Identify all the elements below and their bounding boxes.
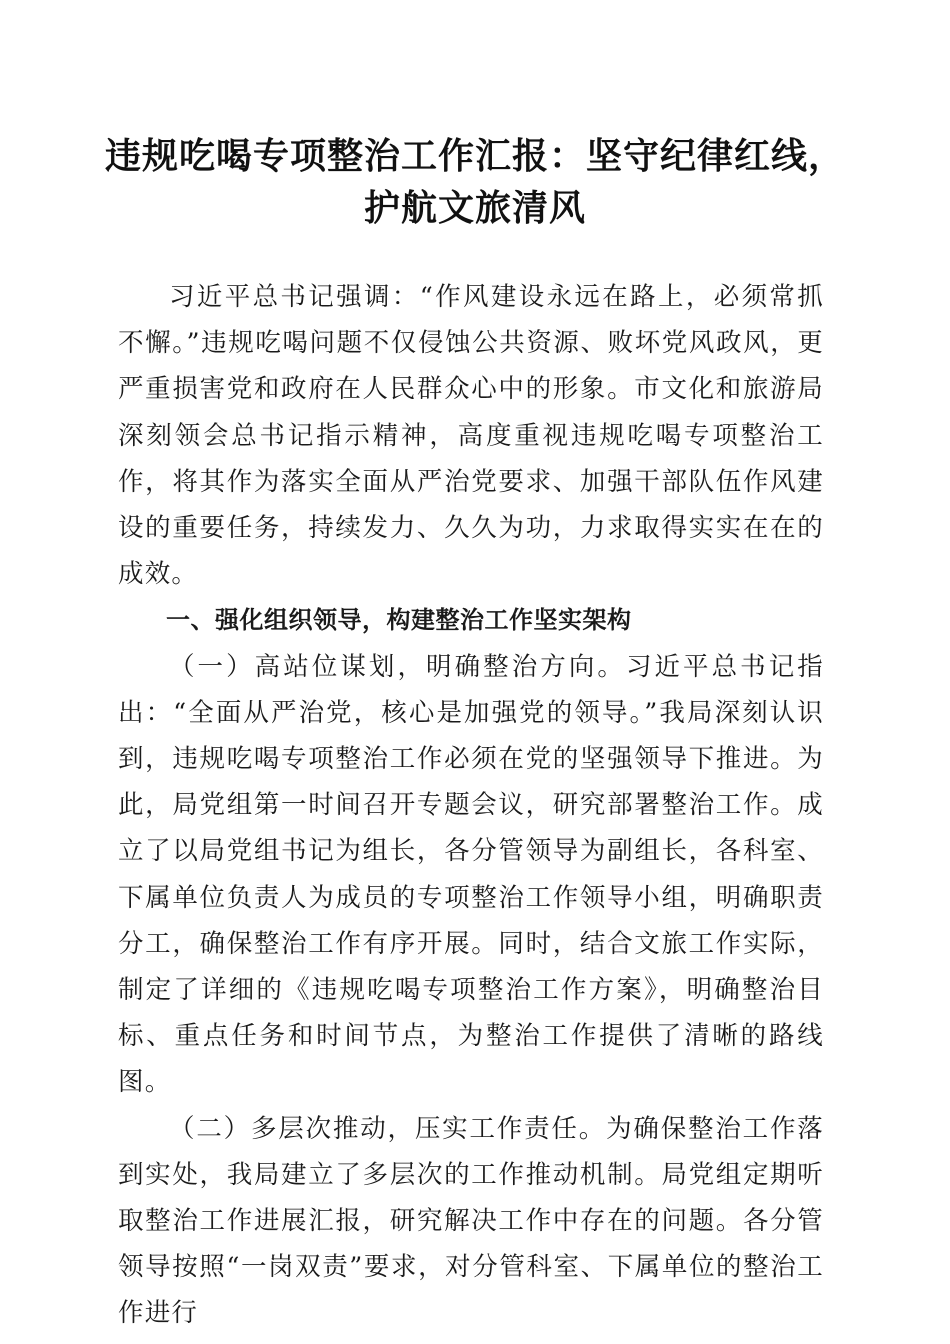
title-line-2: 护航文旅清风 (363, 187, 586, 229)
paragraph-intro: 习近平总书记强调：“作风建设永远在路上，必须常抓不懈。”违规吃喝问题不仅侵蚀公共资源、败坏党风政风，更严重损害党和政府在人民群众心中的形象。市文化和旅游局深刻领会总书记指示精神，高度重视违规吃喝专项整治工作，将其作为落实全面从严治党要求、加强干部队伍作风建设的重要任务，持续发力、久久为功，力求取得实实在在的成效。 (118, 282, 824, 590)
paragraph-subsection-1: （一）高站位谋划，明确整治方向。习近平总书记指出：“全面从严治党，核心是加强党的领导。”我局深刻认识到，违规吃喝专项整治工作必须在党的坚强领导下推进。为此，局党组第一时间召开专题会议，研究部署整治工作。成立了以局党组书记为组长，各分管领导为副组长，各科室、下属单位负责人为成员的专项整治工作领导小组，明确职责分工，确保整治工作有序开展。同时，结合文旅工作实际，制定了详细的《违规吃喝专项整治工作方案》，明确整治目标、重点任务和时间节点，为整治工作提供了清晰的路线图。 (118, 651, 824, 1098)
document-body (118, 274, 824, 1337)
paragraph-subsection-2: （二）多层次推动，压实工作责任。为确保整治工作落到实处，我局建立了多层次的工作推动机制。局党组定期听取整治工作进展汇报，研究解决工作中存在的问题。各分管领导按照“一岗双责”要求，对分管科室、下属单位的整治工作进行 (118, 1113, 824, 1329)
document-title (95, 130, 855, 234)
section-heading-1: 一、强化组织领导，构建整治工作坚实架构 (166, 606, 632, 635)
title-line-1: 违规吃喝专项整治工作汇报：坚守纪律红线， (104, 135, 845, 177)
